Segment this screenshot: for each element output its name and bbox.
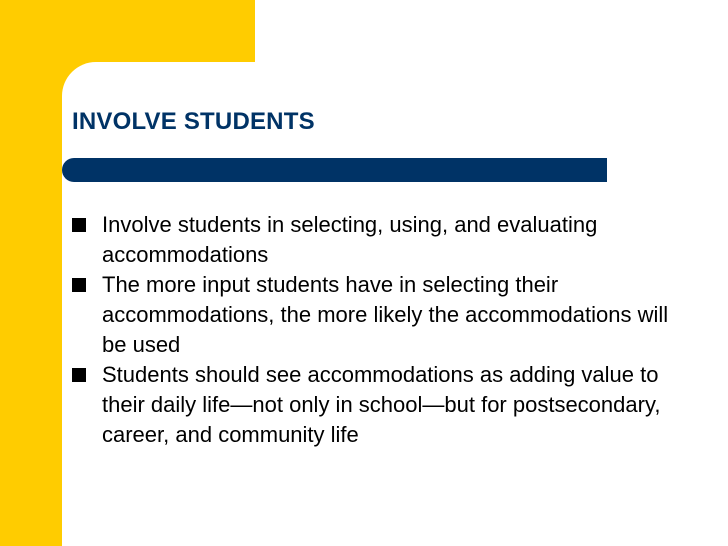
bullet-list xyxy=(72,210,672,450)
square-bullet-icon xyxy=(72,218,86,232)
bullet-text: The more input students have in selecting their accommodations, the more likely the accommodations will be used xyxy=(102,272,669,357)
square-bullet-icon xyxy=(72,278,86,292)
bullet-item xyxy=(72,270,672,360)
bullet-item xyxy=(72,360,672,450)
bullet-text: Students should see accommodations as adding value to their daily life—not only in school—but for postsecondary, career, and community life xyxy=(102,362,661,447)
bullet-text: Involve students in selecting, using, and evaluating accommodations xyxy=(102,212,598,267)
title-underline-bar xyxy=(62,158,607,182)
square-bullet-icon xyxy=(72,368,86,382)
slide-title: INVOLVE STUDENTS xyxy=(72,108,315,135)
bullet-item xyxy=(72,210,672,270)
